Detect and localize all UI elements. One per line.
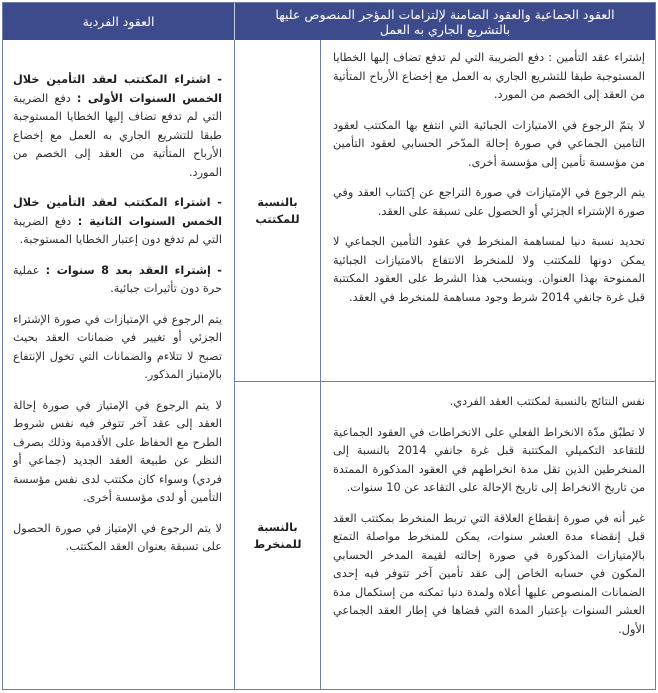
individual-item-title: - اشتراء المكتتب لعقد التأمين خلال الخمس السنوات الأولى : [13,73,223,105]
individual-item-title: - اشتراء المكتتب لعقد التأمين خلال الخمس السنوات الثانية : [13,196,222,228]
header-individual-contracts: العقود الفردية [3,3,235,40]
individual-item: لا يتم الرجوع في الإمتياز في صورة إحالة العقد إلى عقد آخر تتوفر فيه نفس شروط الطرح مع الحفاظ على الأقدمية وذلك بصرف النظر عن طبيعة العقد الجديد (جماعي أو فردي) وسواء كان مكتتب لدى نفس مؤسسة التأمين أو لدى مؤسسة أخرى. [13,398,222,504]
paragraph: نفس النتائج بالنسبة لمكتتب العقد الفردي. [449,395,645,408]
individual-contracts-cell [3,40,235,689]
row-label-member: بالنسبة للمنخرط [235,382,321,689]
individual-item: يتم الرجوع في الإمتيازات في صورة الإشتراء الجزئي أو تغيير في ضمانات العقد بحيث تصبح لا تتلاءم والضمانات التي تخول الإنتفاع بالإمتياز المذكور. [13,312,222,381]
paragraph: غير أنه في صورة إنقطاع العلاقة التي تربط المنخرط بمكتتب العقد قبل إنقضاء مدة العشر سنوات، يمكن للمنخرط مواصلة التمتع بالإمتيازات المذكورة في صورة إحالته لقيمة المدخر الحسابي المكون في حسابه الخاص إلى عقد تأمين آخر تتوفر فيه إحدى الضمانات المنصوص عليها أعلاه ولمدة دنيا تمكنه من إستكمال مدة العشر السنوات بإعتبار المدة التي قضاها في إطار العقد الجماعي الأول. [333,511,645,636]
individual-item-text: دفع الضريبة التي لم تدفع تضاف إليها الخطايا المستوجبة طبقا للتشريع الجاري به العمل مع إخضاع الأرباح المتأتية من العقد إلى الخصم من المورد. [13,91,222,179]
individual-item [13,262,222,299]
tax-comparison-table [2,2,656,690]
member-cell [321,382,655,689]
header-group-contracts: العقود الجماعية والعقود الضامنة لإلتزامات المؤجر المنصوص عليها بالتشريع الجاري به العمل [235,3,655,40]
paragraph: يتم الرجوع في الإمتيازات في صورة التراجع عن إكتتاب العقد وفي صورة الإشتراء الجزئي أو الحصول على تسبقة على العقد. [333,186,645,218]
paragraph: إشتراء عقد التأمين : دفع الضريبة التي لم تدفع تضاف إليها الخطايا المستوجبة طبقا للتشريع الجاري به العمل مع إخضاع الأرباح المتأتية من العقد إلى الخصم من المورد. [333,51,645,101]
individual-item-title: - إشتراء العقد بعد 8 سنوات : [45,263,222,277]
subscriber-cell [321,40,655,382]
paragraph: لا تطبّق مدّة الانخراط الفعلي على الانخراطات في العقود الجماعية للتقاعد التكميلي المكتتبة قبل غرة جانفي 2014 بالنسبة إلى المنخرطين الذين تقل مدة انخراطهم في العقود المذكورة الممتدة من تاريخ الانخراط إلى تاريخ الإحالة على التقاعد عن 10 سنوات. [333,425,645,494]
individual-item [13,71,222,182]
individual-item-text: عملية حرة دون تأثيرات جبائية. [13,263,222,295]
individual-item-text: دفع الضريبة التي لم تدفع دون إعتبار الخطايا المستوجبة. [13,214,222,246]
row-label-subscriber: بالنسبة للمكتتب [235,40,321,382]
paragraph: تحديد نسبة دنيا لمساهمة المنخرط في عقود التأمين الجماعي لا يمكن دونها للمكتتب ولا للمنخرط الانتفاع بالامتيازات الجبائية الممنوحة بهذا العنوان. وينسحب هذا الشرط على العقود المكتتبة قبل غرة جانفي 2014 شرط وجود مساهمة للمنخرط في العقد. [333,235,645,304]
paragraph: لا يتمّ الرجوع في الامتيازات الجبائية التي انتفع بها المكتتب لعقود التامين الجماعي في صورة إحالة المدّخر الحسابي لعقود التأمين من مؤسسة تأمين إلى مؤسسة أخرى. [333,118,645,169]
individual-item [13,194,222,250]
individual-item: لا يتم الرجوع في الإمتياز في صورة الحصول على تسبقة بعنوان العقد المكتتب. [13,521,222,553]
